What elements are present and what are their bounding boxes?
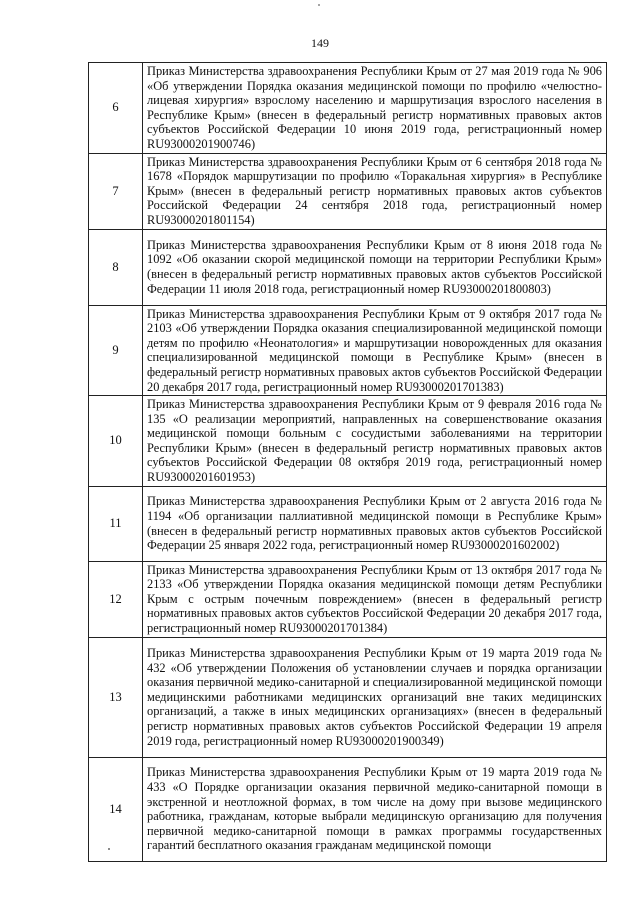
scan-speck	[318, 4, 320, 6]
table-row	[89, 561, 607, 637]
row-number: 8	[89, 229, 143, 305]
table-row	[89, 637, 607, 757]
row-text: Приказ Министерства здравоохранения Республики Крым от 2 августа 2016 года № 1194 «Об организации паллиативной медицинской помощи в Республике Крым» (внесен в федеральный регистр нормативных правовых актов субъектов Российской Федерации 25 января 2022 года, регистрационный номер RU93000201602002)	[143, 486, 607, 561]
row-text: Приказ Министерства здравоохранения Республики Крым от 19 марта 2019 года № 433 «О Порядке организации оказания первичной медико-санитарной помощи в экстренной и неотложной формах, в том числе на дому при вызове медицинского работника, гражданам, которые выбрали медицинскую организацию для получения первичной медико-санитарной помощи в рамках программы государственных гарантий бесплатного оказания гражданам медицинской помощи	[143, 757, 607, 861]
row-number: 6	[89, 63, 143, 154]
row-text: Приказ Министерства здравоохранения Республики Крым от 9 февраля 2016 года № 135 «О реализации мероприятий, направленных на совершенствование оказания медицинской помощи больным с сосудистыми заболеваниями на территории Республики Крым» (внесен в федеральный регистр нормативных правовых актов субъектов Российской Федерации 08 октября 2019 года, регистрационный номер RU93000201601953)	[143, 396, 607, 487]
table-row	[89, 396, 607, 487]
legal-acts-table	[88, 62, 607, 862]
row-text: Приказ Министерства здравоохранения Республики Крым от 9 октября 2017 года № 2103 «Об утверждении Порядка оказания специализированной медицинской помощи детям по профилю «Неонатология» и маршрутизации новорожденных для оказания специализированной медицинской помощи в Республике Крым» (внесен в федеральный регистр нормативных правовых актов субъектов Российской Федерации 20 декабря 2017 года, регистрационный номер RU93000201701383)	[143, 305, 607, 396]
table-row	[89, 486, 607, 561]
table-row	[89, 305, 607, 396]
table-row	[89, 153, 607, 229]
table-row	[89, 229, 607, 305]
row-number: 14	[89, 757, 143, 861]
row-number: 9	[89, 305, 143, 396]
row-number: 10	[89, 396, 143, 487]
table-row	[89, 757, 607, 861]
table-row	[89, 63, 607, 154]
row-number: 12	[89, 561, 143, 637]
row-text: Приказ Министерства здравоохранения Республики Крым от 8 июня 2018 года № 1092 «Об оказании скорой медицинской помощи на территории Республики Крым» (внесен в федеральный регистр нормативных правовых актов субъектов Российской Федерации 11 июля 2018 года, регистрационный номер RU93000201800803)	[143, 229, 607, 305]
row-number: 11	[89, 486, 143, 561]
row-number: 13	[89, 637, 143, 757]
row-text: Приказ Министерства здравоохранения Республики Крым от 6 сентября 2018 года № 1678 «Порядок маршрутизации по профилю «Торакальная хирургия» в Республике Крым» (внесен в федеральный регистр нормативных правовых актов субъектов Российской Федерации 24 сентября 2018 года, регистрационный номер RU93000201801154)	[143, 153, 607, 229]
row-text: Приказ Министерства здравоохранения Республики Крым от 27 мая 2019 года № 906 «Об утверждении Порядка оказания медицинской помощи по профилю «челюстно-лицевая хирургия» взрослому населению и маршрутизация взрослого населения в Республике Крым» (внесен в федеральный регистр нормативных правовых актов субъектов Российской Федерации 10 июня 2019 года, регистрационный номер RU93000201900746)	[143, 63, 607, 154]
page-number: 149	[311, 36, 329, 50]
row-number: 7	[89, 153, 143, 229]
row-text: Приказ Министерства здравоохранения Республики Крым от 13 октября 2017 года № 2133 «Об утверждении Порядка оказания медицинской помощи детям Республики Крым с острым почечным повреждением» (внесен в федеральный регистр нормативных правовых актов субъектов Российской Федерации 20 декабря 2017 года, регистрационный номер RU93000201701384)	[143, 561, 607, 637]
row-text: Приказ Министерства здравоохранения Республики Крым от 19 марта 2019 года № 432 «Об утверждении Положения об установлении случаев и порядка организации оказания первичной медико-санитарной и специализированной медицинской помощи медицинскими работниками медицинских организаций вне таких медицинских организаций, а также в иных медицинских организациях» (внесен в федеральный регистр нормативных правовых актов субъектов Российской Федерации 19 апреля 2019 года, регистрационный номер RU93000201900349)	[143, 637, 607, 757]
scan-speck	[108, 848, 110, 850]
